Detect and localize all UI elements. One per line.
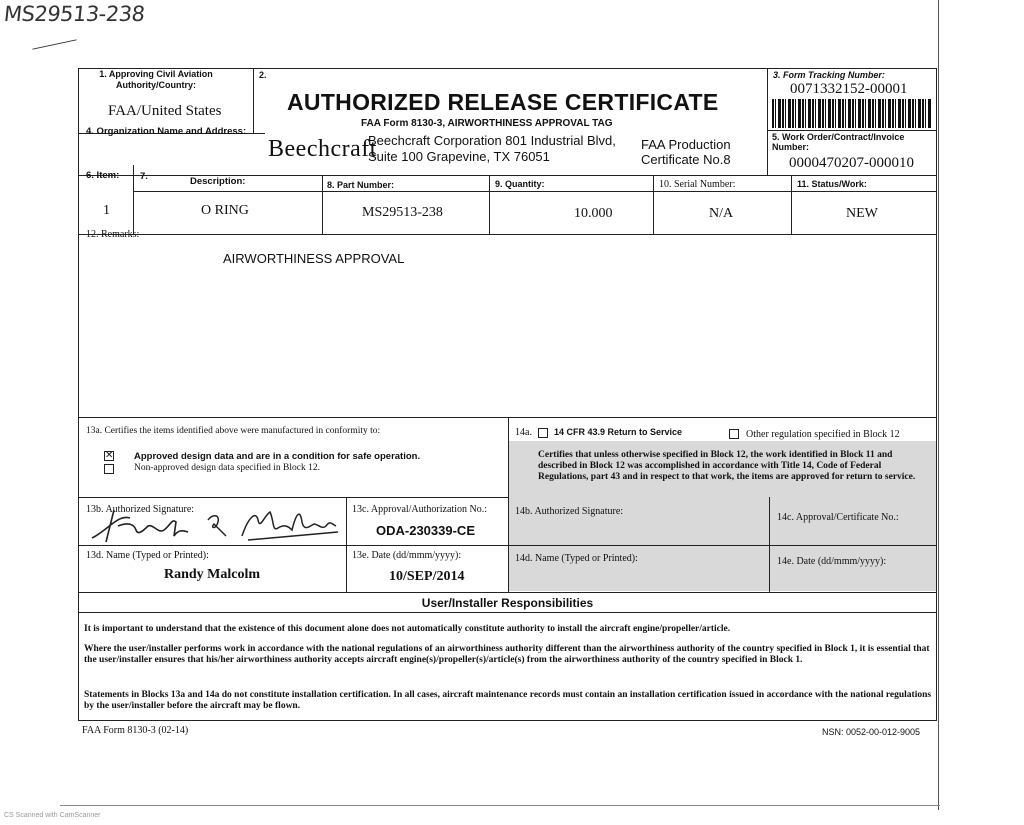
organization-address-line2: Suite 100 Grapevine, TX 76051: [368, 149, 550, 164]
paper-edge-line: [938, 0, 939, 810]
other-regulation-text: Other regulation specified in Block 12: [746, 429, 900, 440]
beechcraft-logo: Beechcraft: [268, 136, 377, 162]
approved-design-text: Approved design data and are in a condition for safe operation.: [134, 451, 421, 462]
quantity-value: 10.000: [574, 206, 613, 221]
status-work-value: NEW: [846, 206, 878, 221]
date-value: 10/SEP/2014: [389, 569, 465, 584]
non-approved-design-checkbox[interactable]: [104, 464, 114, 474]
nsn-footer: NSN: 0052-00-012-9005: [822, 727, 921, 737]
part-number-value: MS29513-238: [362, 205, 443, 220]
block13c-label: 13c. Approval/Authorization No.:: [352, 504, 487, 515]
non-approved-design-text: Non-approved design data specified in Block 12.: [134, 463, 320, 473]
block3-label: 3. Form Tracking Number:: [773, 70, 885, 80]
certificate-title: AUTHORIZED RELEASE CERTIFICATE: [287, 89, 719, 115]
organization-address-line1: Beechcraft Corporation 801 Industrial Blvd,: [368, 133, 616, 148]
remarks-label: 12. Remarks:: [86, 229, 140, 240]
block1-label: 1. Approving Civil Aviation Authority/Country:: [99, 69, 213, 90]
block14b-label: 14b. Authorized Signature:: [515, 506, 624, 517]
block5-label-line1: 5. Work Order/Contract/Invoice: [772, 132, 905, 142]
header-status-work: 11. Status/Work:: [797, 179, 867, 189]
production-cert-line2: Certificate No.8: [641, 152, 731, 167]
block13d-label: 13d. Name (Typed or Printed):: [86, 550, 209, 561]
block5-label-line2: Number:: [772, 142, 810, 152]
header-part-number: 8. Part Number:: [327, 180, 395, 190]
return-to-service-text: 14 CFR 43.9 Return to Service: [554, 427, 683, 437]
header-description: Description:: [190, 176, 246, 187]
header-quantity: 9. Quantity:: [495, 179, 545, 189]
responsibilities-paragraph-3: Statements in Blocks 13a and 14a do not constitute installation certification. In all cases, aircraft maintenance records must contain an installation certification issued in accordance with the national regulations by the user/installer before the aircraft may be flown.: [84, 690, 932, 711]
scanner-watermark: CS Scanned with CamScanner: [4, 812, 101, 819]
block2-label: 2.: [259, 70, 267, 80]
responsibilities-heading: User/Installer Responsibilities: [421, 596, 594, 610]
return-to-service-checkbox[interactable]: [538, 428, 548, 438]
header-serial-number: 10. Serial Number:: [659, 179, 736, 190]
block14a-certification-text: Certifies that unless otherwise specified in Block 12, the work identified in Block 11 and described in Block 12 was accomplished in accordance with Title 14, Code of Federal Regulations, part 43 and in respect to that work, the items are approved for return to service.: [538, 450, 916, 482]
handwritten-underline: [32, 39, 76, 49]
header-desc-num: 7.: [140, 171, 148, 182]
responsibilities-paragraph-2: Where the user/installer performs work in accordance with the national regulations of an airworthiness authority different than the airworthiness authority of the country specified in Block 1, it is essential that the user/installer ensures that his/her airworthiness authority accepts aircraft engine(s)/propeller(s)/article(s) from the airworthiness authority of the country specified in Block 1.: [84, 644, 930, 665]
barcode: [772, 99, 932, 128]
block4-label: 4. Organization Name and Address:: [86, 126, 247, 137]
block14e-label: 14e. Date (dd/mmm/yyyy):: [777, 556, 887, 567]
authorization-number-value: ODA-230339-CE: [376, 523, 475, 538]
block13a-label: 13a. Certifies the items identified above were manufactured in conformity to:: [86, 426, 381, 436]
remarks-text: AIRWORTHINESS APPROVAL: [223, 251, 405, 266]
serial-number-value: N/A: [709, 206, 734, 221]
block13b-label: 13b. Authorized Signature:: [86, 504, 195, 515]
approving-authority-value: FAA/United States: [108, 103, 222, 119]
block14d-label: 14d. Name (Typed or Printed):: [515, 553, 638, 564]
other-regulation-checkbox[interactable]: [729, 429, 739, 439]
printed-name-value: Randy Malcolm: [164, 567, 261, 582]
responsibilities-paragraph-1: It is important to understand that the existence of this document alone does not automatically constitute authority to install the aircraft engine/propeller/article.: [84, 624, 731, 634]
item-number-value: 1: [103, 203, 110, 218]
header-item: 6. Item:: [86, 170, 120, 181]
approved-design-checkbox[interactable]: ✕: [105, 450, 114, 461]
authorized-signature: [88, 500, 344, 546]
block13e-label: 13e. Date (dd/mmm/yyyy):: [352, 550, 462, 561]
form-tracking-number: 0071332152-00001: [790, 81, 908, 97]
certificate-subtitle: FAA Form 8130-3, AIRWORTHINESS APPROVAL TAG: [361, 118, 613, 129]
scan-bottom-line: [60, 805, 940, 806]
work-order-number: 0000470207-000010: [789, 155, 914, 171]
description-value: O RING: [201, 203, 249, 218]
block14a-label: 14a.: [515, 427, 532, 438]
production-cert-line1: FAA Production: [641, 137, 731, 152]
block14c-label: 14c. Approval/Certificate No.:: [777, 512, 899, 523]
form-number-footer: FAA Form 8130-3 (02-14): [82, 725, 189, 736]
handwritten-part-note: MS29513-238: [2, 2, 146, 26]
